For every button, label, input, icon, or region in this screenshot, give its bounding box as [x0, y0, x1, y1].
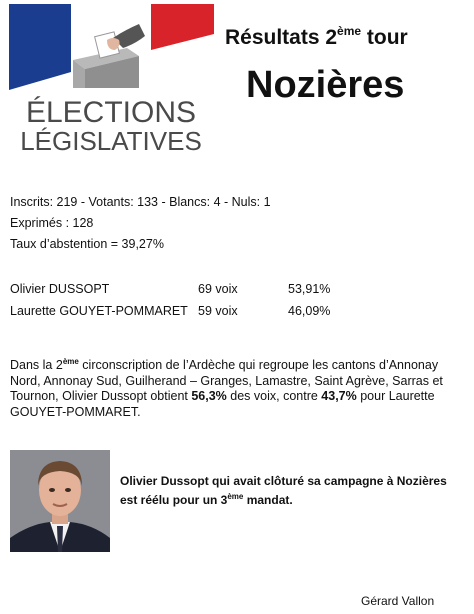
candidate-votes: 69 voix [198, 282, 238, 296]
results-title [225, 24, 465, 50]
para-bold-pct-1: 56,3% [191, 389, 227, 403]
summary-paragraph [10, 354, 458, 420]
commune-name: Nozières [246, 64, 405, 106]
para-text-1: Dans la 2 [10, 358, 63, 372]
logo-line2: LÉGISLATIVES [20, 126, 202, 154]
photo-caption [120, 474, 465, 508]
ballot-box-icon [9, 4, 214, 154]
candidate-percent: 46,09% [288, 304, 331, 318]
caption-text-2: mandat. [243, 493, 293, 507]
candidate-photo [10, 450, 110, 552]
para-text-3: des voix, contre [226, 389, 322, 403]
logo-line1: ÉLECTIONS [25, 96, 197, 129]
para-bold-pct-2: 43,7% [321, 389, 357, 403]
elections-logo [9, 4, 214, 154]
para-text-4: pour Laurette GOUYET-POMMARET. [10, 389, 435, 419]
stats-line-inscrits: Inscrits: 219 - Votants: 133 - Blancs: 4 - Nuls: 1 [10, 195, 271, 209]
candidate-name: Olivier DUSSOPT [10, 282, 110, 296]
vote-stats [10, 192, 271, 255]
para-text-2: circonscription de l’Ardèche qui regroupe les cantons d’Annonay Nord, Annonay Sud, Guilherand – Granges, Lamastre, Saint Agrève, Sarras et Tournon, Olivier Dussopt obtient [10, 358, 443, 403]
stats-line-exprimes: Exprimés : 128 [10, 216, 94, 230]
stats-line-abstention: Taux d’abstention = 39,27% [10, 237, 164, 251]
title-sup: ème [337, 24, 362, 38]
title-prefix: Résultats 2 [225, 26, 338, 49]
candidate-name: Laurette GOUYET-POMMARET [10, 304, 188, 318]
author-signature: Gérard Vallon [361, 594, 435, 608]
para-sup: ème [62, 357, 79, 366]
portrait-icon [10, 450, 110, 552]
title-suffix: tour [361, 26, 408, 49]
caption-sup: ème [227, 492, 244, 501]
caption-text-1: Olivier Dussopt qui avait clôturé sa campagne à Nozières est réélu pour un 3 [120, 474, 447, 507]
candidate-percent: 53,91% [288, 282, 331, 296]
candidate-votes: 59 voix [198, 304, 238, 318]
